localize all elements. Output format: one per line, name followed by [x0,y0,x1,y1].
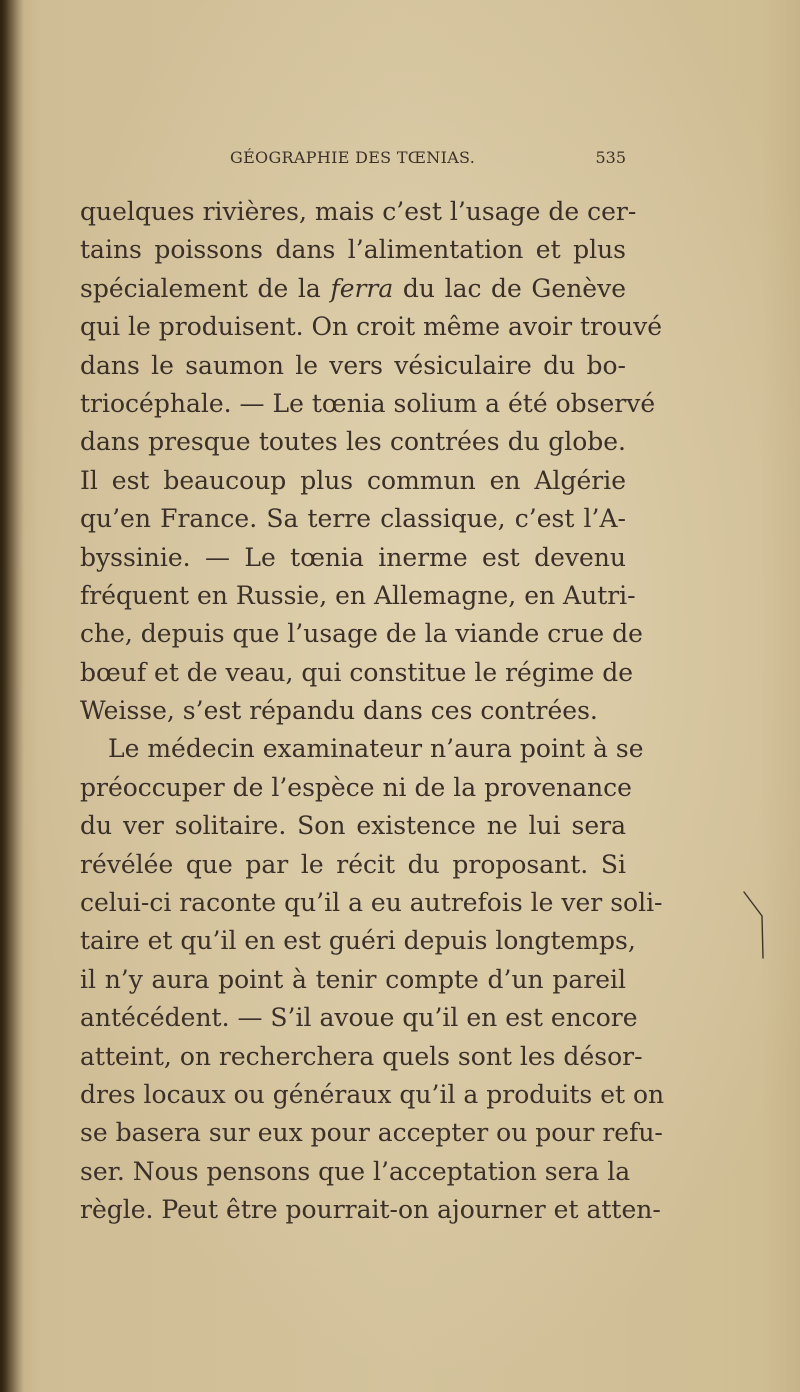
page-number: 535 [595,148,626,167]
text-line: révélée que par le récit du proposant. Si [80,849,626,879]
text-line: triocéphale. — Le tœnia solium a été observé [80,388,656,418]
text-line: quelques rivières, mais c’est l’usage de cer- [80,197,637,226]
text-line: se basera sur eux pour accepter ou pour refu- [80,1118,663,1148]
text-line: dans le saumon le vers vésiculaire du bo- [80,350,626,380]
text-line: règle. Peut être pourrait-on ajourner et atten- [80,1195,661,1225]
body-text [80,193,665,1230]
text-line: celui-ci raconte qu’il a eu autrefois le ver soli- [80,888,663,918]
text-line: du ver solitaire. Son existence ne lui sera [80,811,626,841]
paragraph-end-line: Weisse, s’est répandu dans ces contrées. [80,696,598,726]
binding-gutter-shadow [0,0,24,1392]
text-segment: spécialement de la [80,273,321,303]
paragraph-start-line: Le médecin examinateur n’aura point à se [108,734,644,764]
text-line: Il est beaucoup plus commun en Algérie [80,465,626,495]
text-line: ser. Nous pensons que l’acceptation sera la [80,1156,631,1186]
text-line: qui le produisent. On croit même avoir trouvé [80,312,663,342]
text-line: il n’y aura point à tenir compte d’un pareil [80,964,626,994]
text-line: bœuf et de veau, qui constitue le régime de [80,657,634,687]
running-title: GÉOGRAPHIE DES TŒNIAS. [230,148,476,167]
text-line: byssinie. — Le tœnia inerme est devenu [80,542,626,572]
pencil-margin-mark [742,888,772,962]
text-line: antécédent. — S’il avoue qu’il en est encore [80,1003,638,1033]
italic-term: ferra [330,273,394,303]
text-line [80,270,626,308]
text-line: tains poissons dans l’alimentation et plus [80,235,626,265]
text-line: dans presque toutes les contrées du globe. [80,427,626,457]
text-line: atteint, on recherchera quels sont les désor- [80,1041,643,1071]
text-line: qu’en France. Sa terre classique, c’est l’A- [80,504,626,534]
text-line: che, depuis que l’usage de la viande crue de [80,619,643,649]
text-line: fréquent en Russie, en Allemagne, en Autri- [80,580,636,610]
running-head [80,148,626,174]
text-line: préoccuper de l’espèce ni de la provenance [80,772,632,802]
text-segment: du lac de Genève [402,273,627,303]
text-line: dres locaux ou généraux qu’il a produits et on [80,1079,665,1109]
text-line: taire et qu’il en est guéri depuis longtemps, [80,926,636,956]
